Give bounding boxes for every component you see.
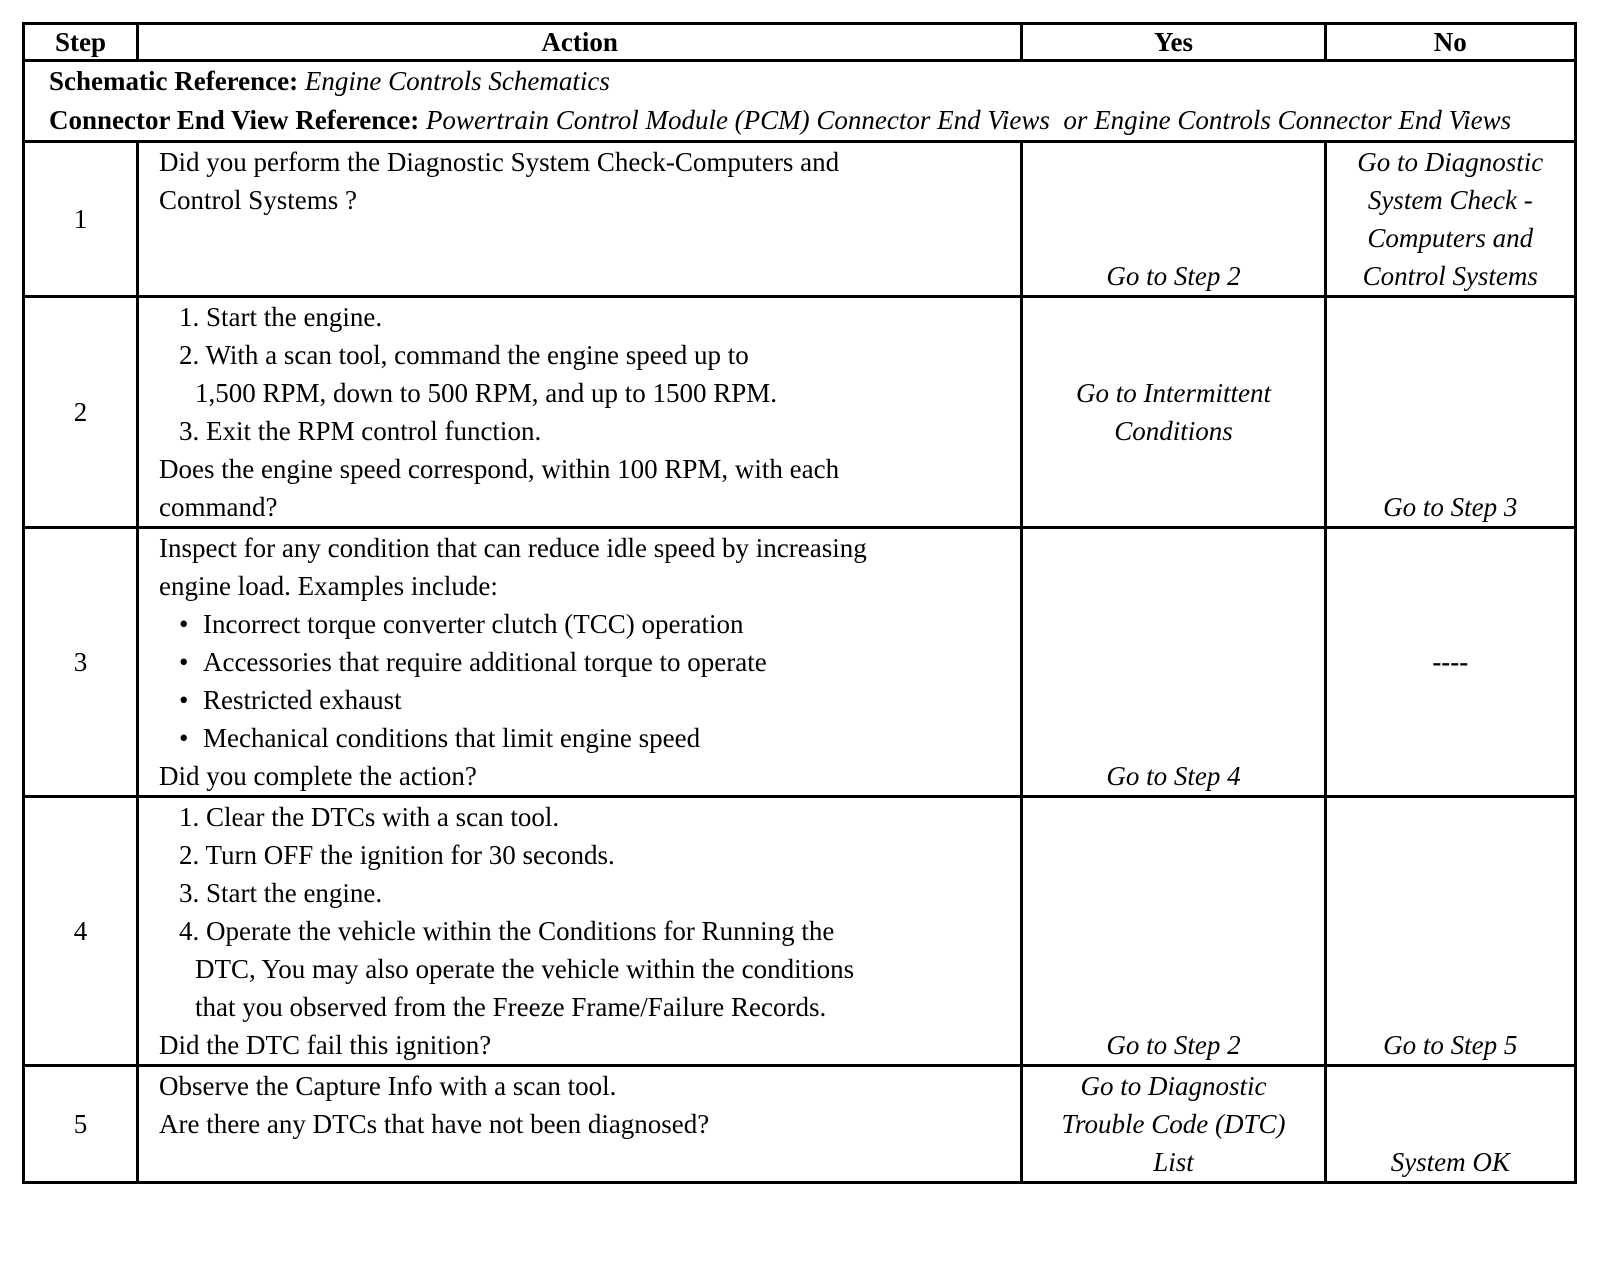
action-line: Did the DTC fail this ignition? [158,1030,492,1060]
table-row [24,528,1576,797]
no-link-line: Computers and [1367,223,1534,253]
action-line: 2. Turn OFF the ignition for 30 seconds. [178,840,615,870]
no-link-line: Control Systems [1362,261,1538,291]
yes-link[interactable]: Go to Step 2 [1022,142,1325,297]
no-link[interactable] [1325,142,1575,297]
connector-reference [49,105,1511,135]
no-link[interactable]: Go to Step 5 [1325,797,1575,1066]
action-line: Does the engine speed correspond, within 100 RPM, with each [158,454,840,484]
schematic-reference-label: Schematic Reference: [49,66,299,96]
table-row [24,297,1576,528]
header-yes: Yes [1022,24,1325,61]
schematic-reference [49,62,1564,101]
action-line: DTC, You may also operate the vehicle within the conditions [194,954,855,984]
action-line: command? [158,492,278,522]
no-link[interactable]: Go to Step 3 [1325,297,1575,528]
action-line: Did you perform the Diagnostic System Check-Computers and [158,147,840,177]
table-row [24,142,1576,297]
yes-link[interactable] [1022,1066,1325,1183]
table-row [24,1066,1576,1183]
connector-reference-label: Connector End View Reference: [49,105,420,135]
step-number: 5 [24,1066,138,1183]
connector-reference-link-pcm[interactable]: Powertrain Control Module (PCM) Connector End Views [425,105,1050,135]
no-link-line: System Check - [1367,185,1533,215]
action-cell [137,297,1021,528]
yes-link-line: Trouble Code (DTC) [1061,1109,1286,1139]
action-line: 2. With a scan tool, command the engine speed up to [178,340,749,370]
header-step: Step [24,24,138,61]
yes-link-line: List [1153,1147,1194,1177]
action-line: Observe the Capture Info with a scan tool. [158,1071,617,1101]
reference-cell [24,61,1576,142]
bullet-list [159,605,1012,757]
connector-reference-or: or [1063,105,1088,135]
action-cell [137,142,1021,297]
action-cell [137,528,1021,797]
step-number: 2 [24,297,138,528]
connector-reference-link-engine[interactable]: Engine Controls Connector End Views [1094,105,1512,135]
action-cell [137,1066,1021,1183]
step-number: 4 [24,797,138,1066]
action-cell [137,797,1021,1066]
yes-link[interactable]: Go to Step 4 [1022,528,1325,797]
action-line: Inspect for any condition that can reduce idle speed by increasing [158,533,867,563]
header-no: No [1325,24,1575,61]
action-line: 3. Exit the RPM control function. [178,416,542,446]
list-item: • Incorrect torque converter clutch (TCC) operation [159,605,1012,643]
action-line: 4. Operate the vehicle within the Conditions for Running the [178,916,835,946]
schematic-reference-link[interactable]: Engine Controls Schematics [304,66,610,96]
table-row [24,797,1576,1066]
yes-link-line: Go to Intermittent [1075,378,1271,408]
yes-link[interactable]: Go to Step 2 [1022,797,1325,1066]
yes-link-line: Go to Diagnostic [1080,1071,1267,1101]
yes-link[interactable] [1022,297,1325,528]
step-number: 1 [24,142,138,297]
list-item: • Accessories that require additional torque to operate [159,643,1012,681]
action-line: Control Systems ? [158,185,357,215]
header-row [24,24,1576,61]
action-question: Did you complete the action? [158,761,477,791]
list-item: • Mechanical conditions that limit engine speed [159,719,1012,757]
action-line: engine load. Examples include: [158,571,498,601]
action-line: 1. Clear the DTCs with a scan tool. [178,802,560,832]
list-item: • Restricted exhaust [159,681,1012,719]
action-line: 1,500 RPM, down to 500 RPM, and up to 1500 RPM. [194,378,778,408]
action-line: Are there any DTCs that have not been diagnosed? [158,1109,710,1139]
header-action: Action [137,24,1021,61]
yes-link-line: Conditions [1114,416,1233,446]
no-value: ---- [1325,528,1575,797]
action-line: 1. Start the engine. [178,302,383,332]
no-value: System OK [1325,1066,1575,1183]
no-link-line: Go to Diagnostic [1357,147,1544,177]
step-number: 3 [24,528,138,797]
action-line: that you observed from the Freeze Frame/Failure Records. [194,992,827,1022]
reference-row [24,61,1576,142]
action-line: 3. Start the engine. [178,878,383,908]
diagnostic-table [22,22,1577,1184]
